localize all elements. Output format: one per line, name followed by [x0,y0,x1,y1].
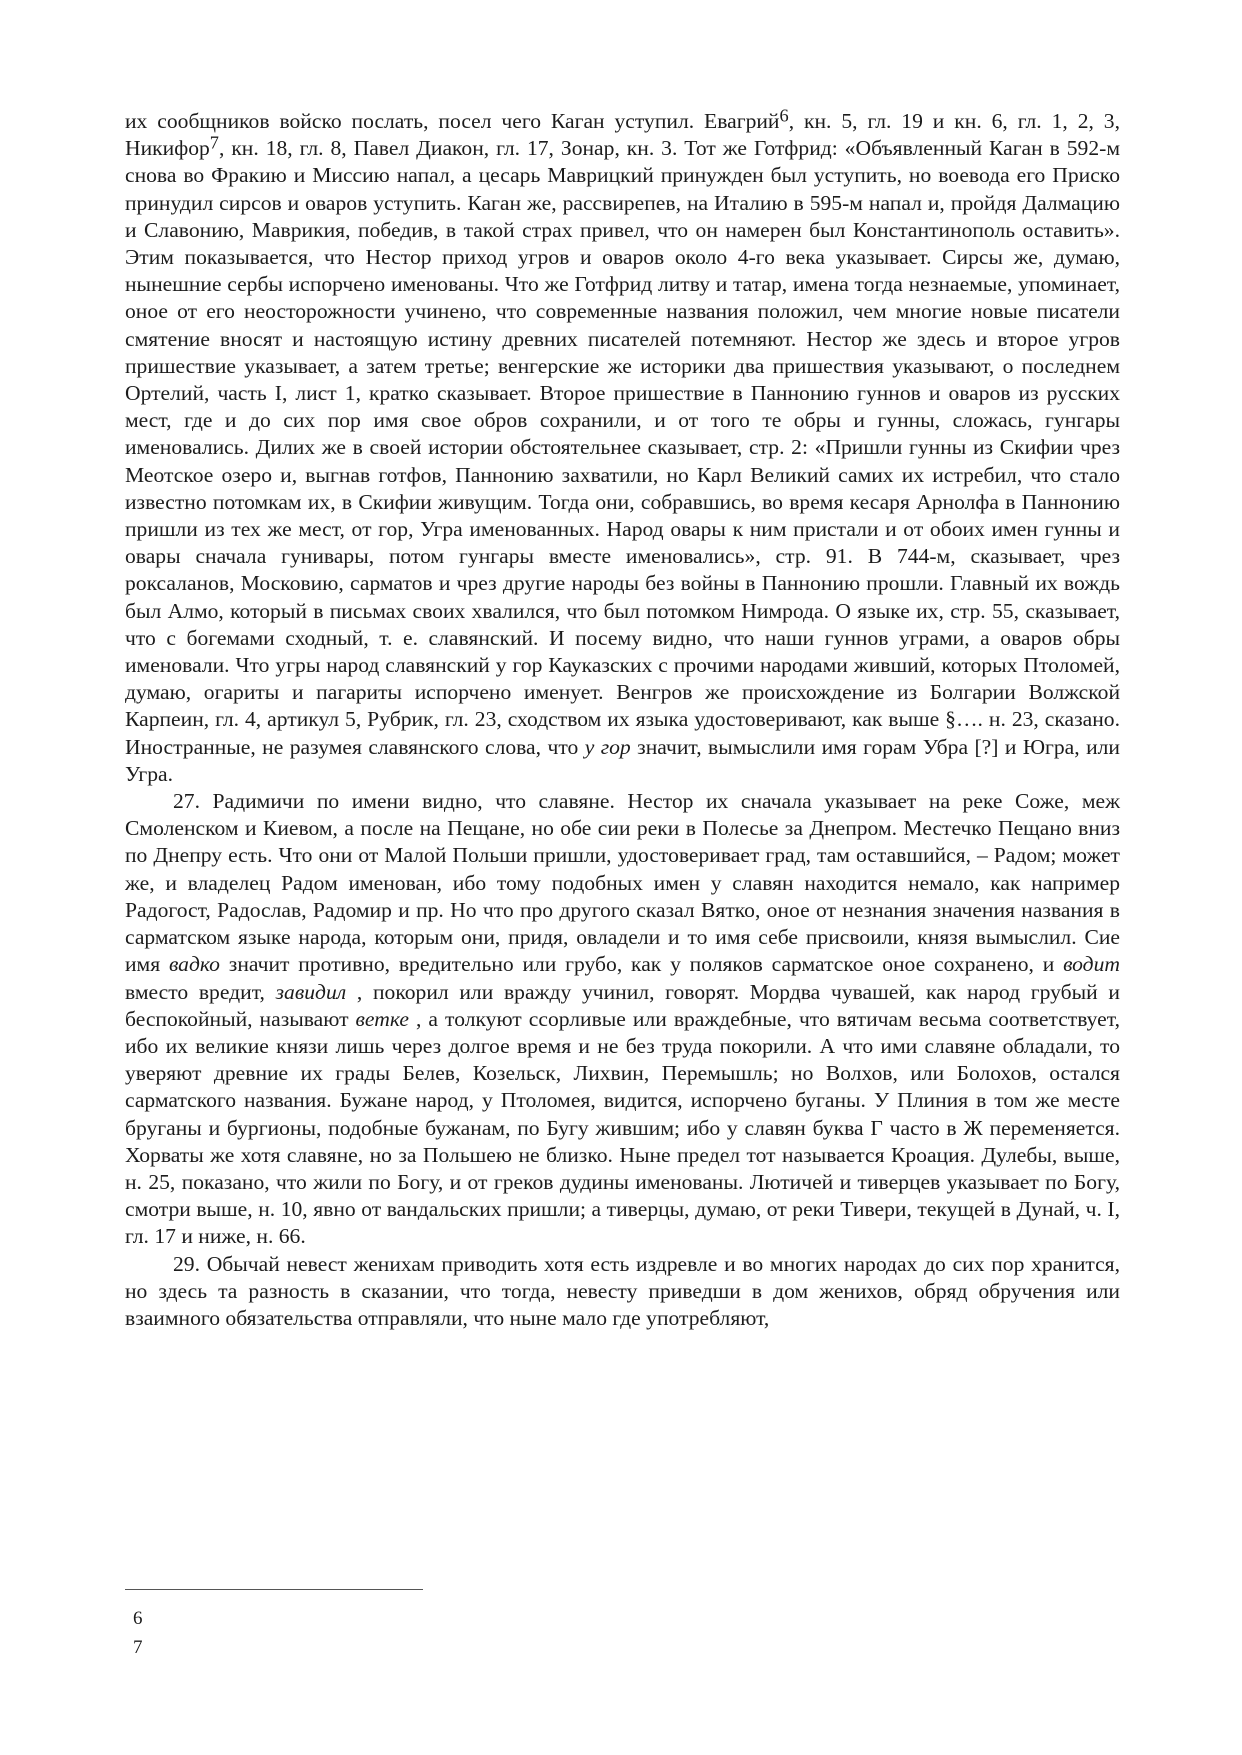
text-run: 27. Радимичи по имени видно, что славяне. Нестор их сначала указывает на реке Соже, меж Смоленском и Киевом, а после на Пещане, но обе сии реки в Полесье за Днепром. Местечко Пещано вниз по Днепру есть. Что они от Малой Польши пришли, удостоверивает град, там оставшийся, – Радом; может же, и владелец Радом именован, ибо тому подобных имен у славян находится немало, как например Радогост, Радослав, Радомир и пр. Но что про другого сказал Вятко, оное от незнания значения названия в сарматском языке народа, которым они, придя, овладели и то имя себе присвоили, князя вымыслил. Сие имя [125,789,1120,977]
text-run: , покорил или вражду учинил, говорят. Мордва чувашей, как народ грубый и беспокойный, называют [125,979,1120,1031]
text-run: их сообщников войско послать, посел чего Каган уступил. Евагрий [125,109,780,133]
footnote-7: 7 [133,1637,143,1658]
italic-text: вадко [168,952,220,977]
italic-text: завидил [275,979,347,1004]
paragraph [125,788,1120,1250]
paragraph [125,1251,1120,1333]
italic-text: у гор [584,734,631,759]
text-run: значит противно, вредительно или грубо, как у поляков сарматское оное сохранено, и [219,952,1064,977]
paragraph [125,105,1120,788]
text-run: значит, вымыслили имя горам Убра [?] и Югра, или Угра. [125,734,1120,786]
italic-text: водит [1063,952,1120,977]
text-run: вместо вредит, [125,979,276,1004]
footnotes [133,1604,143,1662]
main-text [125,105,1120,1332]
text-run: 29. Обычай невест женихам приводить хотя есть издревле и во многих народах до сих пор хранится, но здесь та разность в сказании, что тогда, невесту приведши в дом женихов, обряд обручения или взаимного обязательства отправляли, что ныне мало где употребляют, [125,1251,1120,1330]
text-run: , кн. 18, гл. 8, Павел Диакон, гл. 17, Зонар, кн. 3. Тот же Готфрид: «Объявленный Каган в 592-м снова во Фракию и Миссию напал, а цесарь Маврицкий принужден был уступить, но воевода его Приско принудил сирсов и оваров уступить. Каган же, рассвирепев, на Италию в 595-м напал и, пройдя Далмацию и Славонию, Маврикия, победив, в такой страх привел, что он намерен был Константинополь оставить». Этим показывается, что Нестор приход угров и оваров около 4-го века указывает. Сирсы же, думаю, нынешние сербы испорчено именованы. Что же Готфрид литву и татар, имена тогда незнаемые, упоминает, оное от его неосторожности учинено, что современные названия положил, чем многие новые писатели смятение вносят и настоящую истину древних писателей потемняют. Нестор же здесь и второе угров пришествие указывает, а затем третье; венгерские же историки два пришествия указывают, о последнем Ортелий, часть I, лист 1, кратко сказывает. Второе пришествие в Паннонию гуннов и оваров из русских мест, где и до сих пор имя свое обров сохранили, и от того те обры и гунны, сложась, гунгары именовались. Дилих же в своей истории обстоятельнее сказывает, стр. 2: «Пришли гунны из Скифии чрез Меотское озеро и, выгнав готфов, Паннонию захватили, но Карл Великий самих их истребил, что стало известно потомкам их, в Скифии живущим. Тогда они, собравшись, во время кесаря Арнолфа в Паннонию пришли из тех же мест, от гор, Угра именованных. Народ овары к ним пристали и от обоих имен гунны и овары сначала гунивары, потом гунгары вместе именовались», стр. 91. В 744-м, сказывает, чрез роксаланов, Московию, сарматов и чрез другие народы без войны в Паннонию прошли. Главный их вождь был Алмо, который в письмах своих хвалился, что был потомком Нимрода. О языке их, стр. 55, сказывает, что с богемами сходный, т. е. славянский. И посему видно, что наши гуннов уграми, а оваров обры именовали. Что угры народ славянский у гор Кауказских с прочими народами живший, которых Птоломей, думаю, огариты и пагариты испорчено именует. Венгров же происхождение из Болгарии Волжской Карпеин, гл. 4, артикул 5, Рубрик, гл. 23, сходством их языка удостоверивают, как выше §…. н. 23, сказано. Иностранные, не разумея славянского слова, что [125,136,1120,759]
footnote-ref: 7 [209,132,219,153]
footnote-separator [125,1589,423,1590]
footnote-6: 6 [133,1608,143,1629]
footnote-ref: 6 [779,105,789,126]
text-run: , а толкуют ссорливые или враждебные, что вятичам весьма соответствует, ибо их великие князи лишь через долгое время и не без труда покорили. А что ими славяне обладали, то уверяют древние их грады Белев, Козельск, Лихвин, Перемышль; но Волхов, или Болохов, остался сарматского названия. Бужане народ, у Птоломея, видится, испорчено буганы. У Плиния в том же месте бруганы и бургионы, подобные бужанам, по Бугу жившим; ибо у славян буква Г часто в Ж переменяется. Хорваты же хотя славяне, но за Польшею не близко. Ныне предел тот называется Кроация. Дулебы, выше, н. 25, показано, что жили по Богу, и от греков дудины именованы. Лютичей и тиверцев указывает по Богу, смотри выше, н. 10, явно от вандальских пришли; а тиверцы, думаю, от реки Тивери, текущей в Дунай, ч. I, гл. 17 и ниже, н. 66. [125,1006,1120,1249]
italic-text: ветке [355,1006,409,1031]
text-run: , кн. 5, гл. 19 и кн. 6, гл. 1, 2, 3, Никифор [125,109,1120,161]
